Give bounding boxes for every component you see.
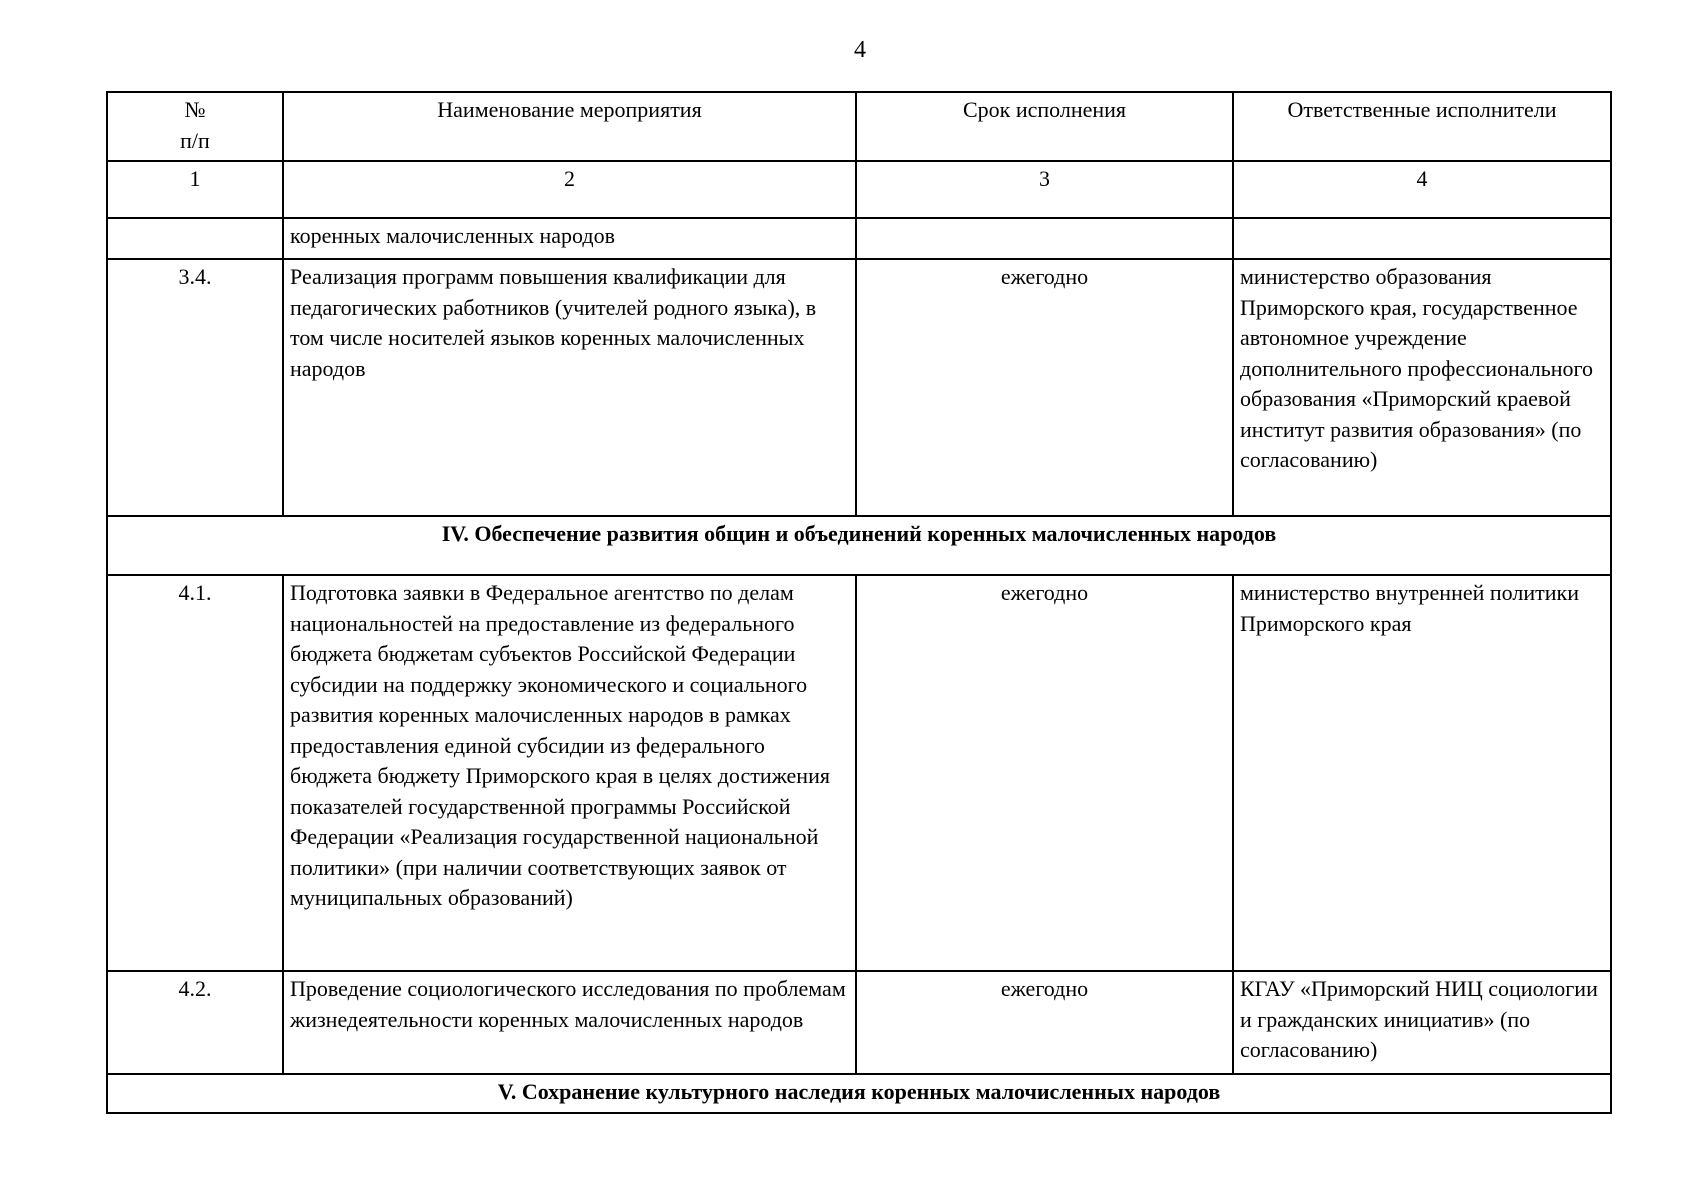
row-responsible: министерство внутренней политики Приморского края xyxy=(1233,575,1611,971)
section-heading: IV. Обеспечение развития общин и объединений коренных малочисленных народов xyxy=(107,516,1611,575)
row-responsible xyxy=(1233,218,1611,259)
column-number-row xyxy=(107,161,1611,218)
header-number: № п/п xyxy=(107,92,283,161)
row-number: 4.2. xyxy=(107,971,283,1074)
row-deadline: ежегодно xyxy=(856,971,1233,1074)
row-responsible: министерство образования Приморского края, государственное автономное учреждение дополнительного профессионального образования «Приморский краевой институт развития образования» (по согласованию) xyxy=(1233,259,1611,516)
column-number: 1 xyxy=(107,161,283,218)
section-heading: V. Сохранение культурного наследия коренных малочисленных народов xyxy=(107,1074,1611,1113)
column-number: 3 xyxy=(856,161,1233,218)
table-row xyxy=(107,575,1611,971)
row-number xyxy=(107,218,283,259)
column-number: 2 xyxy=(283,161,856,218)
table-row xyxy=(107,218,1611,259)
table-header-row xyxy=(107,92,1611,161)
header-responsible: Ответственные исполнители xyxy=(1233,92,1611,161)
section-heading-row xyxy=(107,516,1611,575)
row-number: 3.4. xyxy=(107,259,283,516)
row-event-name: коренных малочисленных народов xyxy=(283,218,856,259)
events-table xyxy=(106,91,1612,1114)
page-number: 4 xyxy=(854,37,866,63)
column-number: 4 xyxy=(1233,161,1611,218)
row-deadline: ежегодно xyxy=(856,259,1233,516)
table-row xyxy=(107,971,1611,1074)
row-event-name: Проведение социологического исследования по проблемам жизнедеятельности коренных малочисленных народов xyxy=(283,971,856,1074)
table-row xyxy=(107,259,1611,516)
section-heading-row xyxy=(107,1074,1611,1113)
row-deadline: ежегодно xyxy=(856,575,1233,971)
row-responsible: КГАУ «Приморский НИЦ социологии и гражданских инициатив» (по согласованию) xyxy=(1233,971,1611,1074)
header-event-name: Наименование мероприятия xyxy=(283,92,856,161)
row-number: 4.1. xyxy=(107,575,283,971)
header-deadline: Срок исполнения xyxy=(856,92,1233,161)
row-event-name: Подготовка заявки в Федеральное агентство по делам национальностей на предоставление из федерального бюджета бюджетам субъектов Российской Федерации субсидии на поддержку экономического и социального развития коренных малочисленных народов в рамках предоставления единой субсидии из федерального бюджета бюджету Приморского края в целях достижения показателей государственной программы Российской Федерации «Реализация государственной национальной политики» (при наличии соответствующих заявок от муниципальных образований) xyxy=(283,575,856,971)
row-deadline xyxy=(856,218,1233,259)
row-event-name: Реализация программ повышения квалификации для педагогических работников (учителей родного языка), в том числе носителей языков коренных малочисленных народов xyxy=(283,259,856,516)
